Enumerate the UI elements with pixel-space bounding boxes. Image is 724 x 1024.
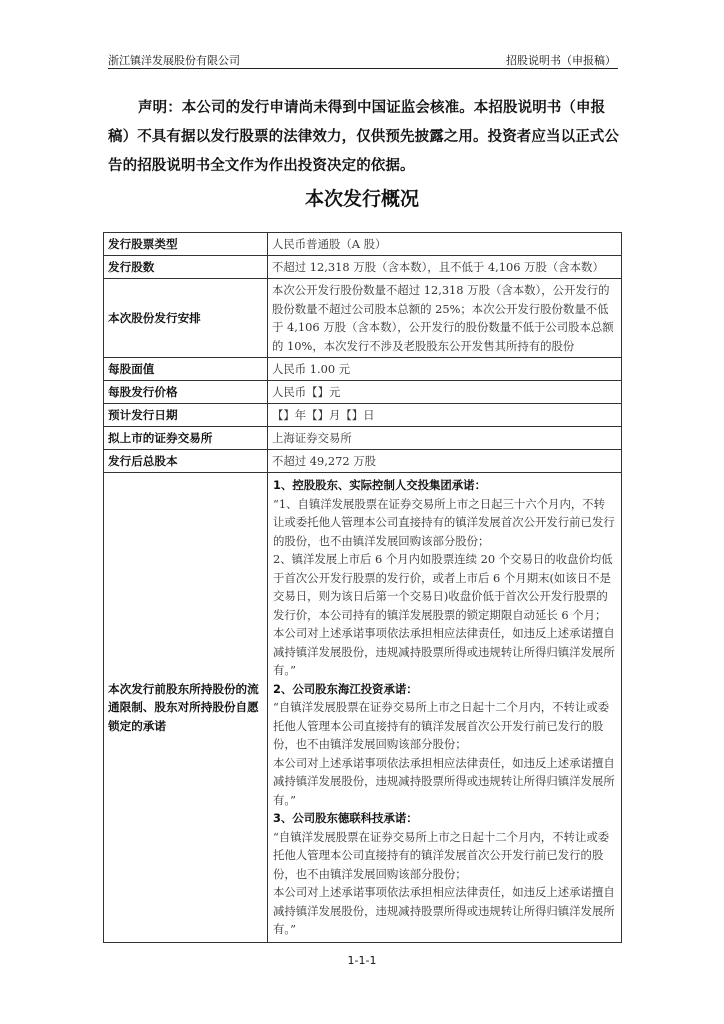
table-row (104, 450, 622, 473)
commitment-paragraph: “自镇洋发展股票在证券交易所上市之日起十二个月内，不转让或委托他人管理本公司直接持有的镇洋发展首次公开发行前已发行的股份，也不由镇洋发展回购该部分股份； (273, 700, 610, 751)
row-value: 人民币【】元 (268, 381, 622, 404)
row-label: 发行股数 (104, 256, 268, 279)
row-label: 每股发行价格 (104, 381, 268, 404)
row-value: 人民币普通股（A 股） (268, 233, 622, 256)
row-value: 人民币 1.00 元 (268, 358, 622, 381)
commitment-paragraph: “1、自镇洋发展股票在证券交易所上市之日起三十六个月内，不转让或委托他人管理本公司直接持有的镇洋发展首次公开发行前已发行的股份，也不由镇洋发展回购该部分股份； (273, 496, 615, 548)
table-row (104, 358, 622, 381)
table-row (104, 279, 622, 358)
commitment-heading: 1、控股股东、实际控制人交投集团承诺： (273, 478, 486, 492)
commitment-heading: 3、公司股东德联科技承诺： (273, 811, 418, 825)
disclaimer-paragraph (108, 94, 620, 181)
offering-summary-table (103, 232, 622, 943)
table-row (104, 233, 622, 256)
table-row (104, 256, 622, 279)
row-label: 每股面值 (104, 358, 268, 381)
row-value: 【】年【】月【】日 (268, 404, 622, 427)
row-label: 本次股份发行安排 (104, 279, 268, 358)
section-title: 本次发行概况 (304, 188, 419, 210)
table-row (104, 473, 622, 943)
commitment-paragraph: “自镇洋发展股票在证券交易所上市之日起十二个月内，不转让或委托他人管理本公司直接持有的镇洋发展首次公开发行前已发行的股份，也不由镇洋发展回购该部分股份； (273, 829, 610, 881)
row-value: 不超过 49,272 万股 (268, 450, 622, 473)
commitment-paragraph: 2、镇洋发展上市后 6 个月内如股票连续 20 个交易日的收盘价均低于首次公开发行股票的发行价，或者上市后 6 个月期末(如该日不是交易日，则为该日后第一个交易日)收盘价低于首次公开发行股票的发行价，本公司持有的镇洋发展股票的锁定期限自动延长 6 个月； (273, 552, 613, 622)
row-value: 本次公开发行股份数量不超过 12,318 万股（含本数），公开发行的股份数量不超过公司股本总额的 25%；本次公开发行股份数量不低于 4,106 万股（含本数），公开发行的股份数量不低于公司股本总额的 10%，本次发行不涉及老股股东公开发售其所持有的股份 (268, 279, 622, 358)
commitment-paragraph: 本公司对上述承诺事项依法承担相应法律责任，如违反上述承诺擅自减持镇洋发展股份，违规减持股票所得或违规转让所得归镇洋发展所有。” (273, 885, 615, 936)
row-value: 上海证券交易所 (268, 427, 622, 450)
header-document-type: 招股说明书（申报稿） (506, 54, 616, 67)
commitment-paragraph: 本公司对上述承诺事项依法承担相应法律责任，如违反上述承诺擅自减持镇洋发展股份，违规减持股票所得或违规转让所得归镇洋发展所有。” (273, 626, 615, 677)
commitment-heading: 2、公司股东海江投资承诺： (273, 681, 418, 696)
table-row (104, 381, 622, 404)
table-row (104, 427, 622, 450)
table-row (104, 404, 622, 427)
row-label: 发行后总股本 (104, 450, 268, 473)
header-company-name: 浙江镇洋发展股份有限公司 (108, 54, 240, 67)
lockup-commitments (268, 473, 622, 943)
page-header (108, 50, 618, 69)
page-number: 1-1-1 (347, 954, 377, 967)
commitment-paragraph: 本公司对上述承诺事项依法承担相应法律责任，如违反上述承诺擅自减持镇洋发展股份，违规减持股票所得或违规转让所得归镇洋发展所有。” (273, 755, 615, 807)
row-label: 发行股票类型 (104, 233, 268, 256)
row-label: 拟上市的证券交易所 (104, 427, 268, 450)
row-label: 预计发行日期 (104, 404, 268, 427)
row-value: 不超过 12,318 万股（含本数），且不低于 4,106 万股（含本数） (268, 256, 622, 279)
disclaimer-text: 声明：本公司的发行申请尚未得到中国证监会核准。本招股说明书（申报稿）不具有据以发行股票的法律效力，仅供预先披露之用。投资者应当以正式公告的招股说明书全文作为作出投资决定的依据。 (108, 100, 619, 174)
row-label: 本次发行前股东所持股份的流通限制、股东对所持股份自愿锁定的承诺 (104, 473, 268, 943)
